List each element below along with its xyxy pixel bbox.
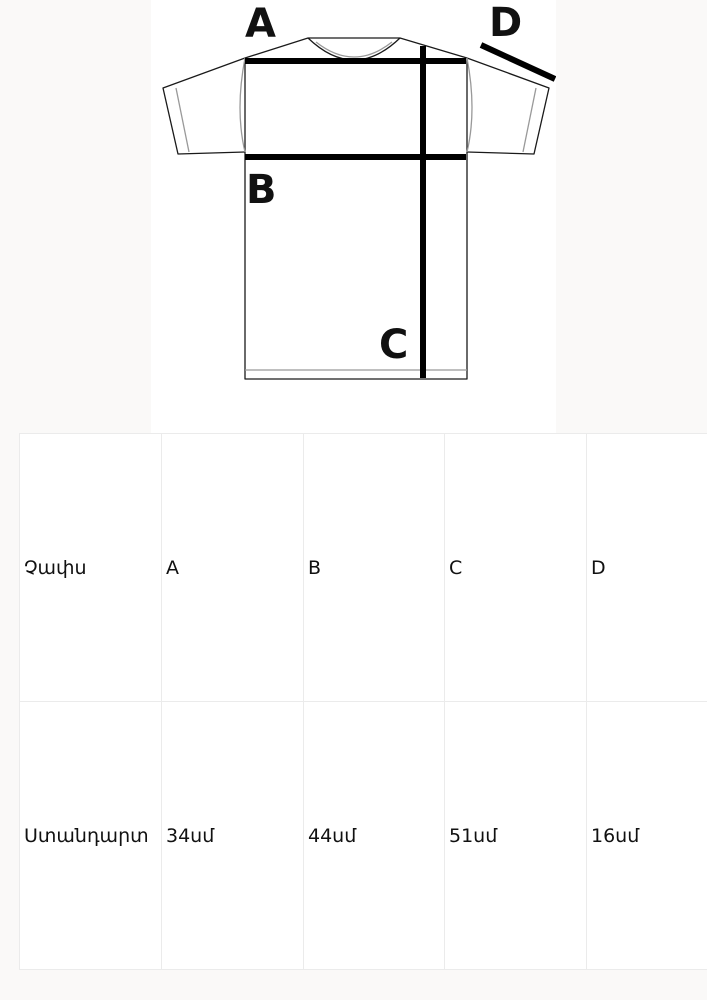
label-a: A — [245, 1, 276, 47]
cell-c-value: 51սմ — [445, 702, 587, 970]
label-c: C — [379, 322, 409, 368]
tshirt-outline — [163, 38, 549, 379]
header-d: D — [587, 434, 707, 702]
header-a: A — [162, 434, 304, 702]
tshirt-svg — [151, 0, 556, 433]
cell-b-value: 44սմ — [304, 702, 445, 970]
header-c: C — [445, 434, 587, 702]
header-b: B — [304, 434, 445, 702]
measure-line-d — [481, 45, 555, 79]
cell-d-value: 16սմ — [587, 702, 707, 970]
size-table — [19, 433, 707, 970]
table-header-row — [20, 434, 707, 702]
table-row — [20, 702, 707, 970]
cell-a-value: 34սմ — [162, 702, 304, 970]
label-d: D — [489, 0, 523, 46]
cell-size-name: Ստանդարտ — [20, 702, 162, 970]
label-b: B — [246, 167, 277, 213]
header-size: Չափս — [20, 434, 162, 702]
tshirt-measurement-diagram — [151, 0, 556, 433]
